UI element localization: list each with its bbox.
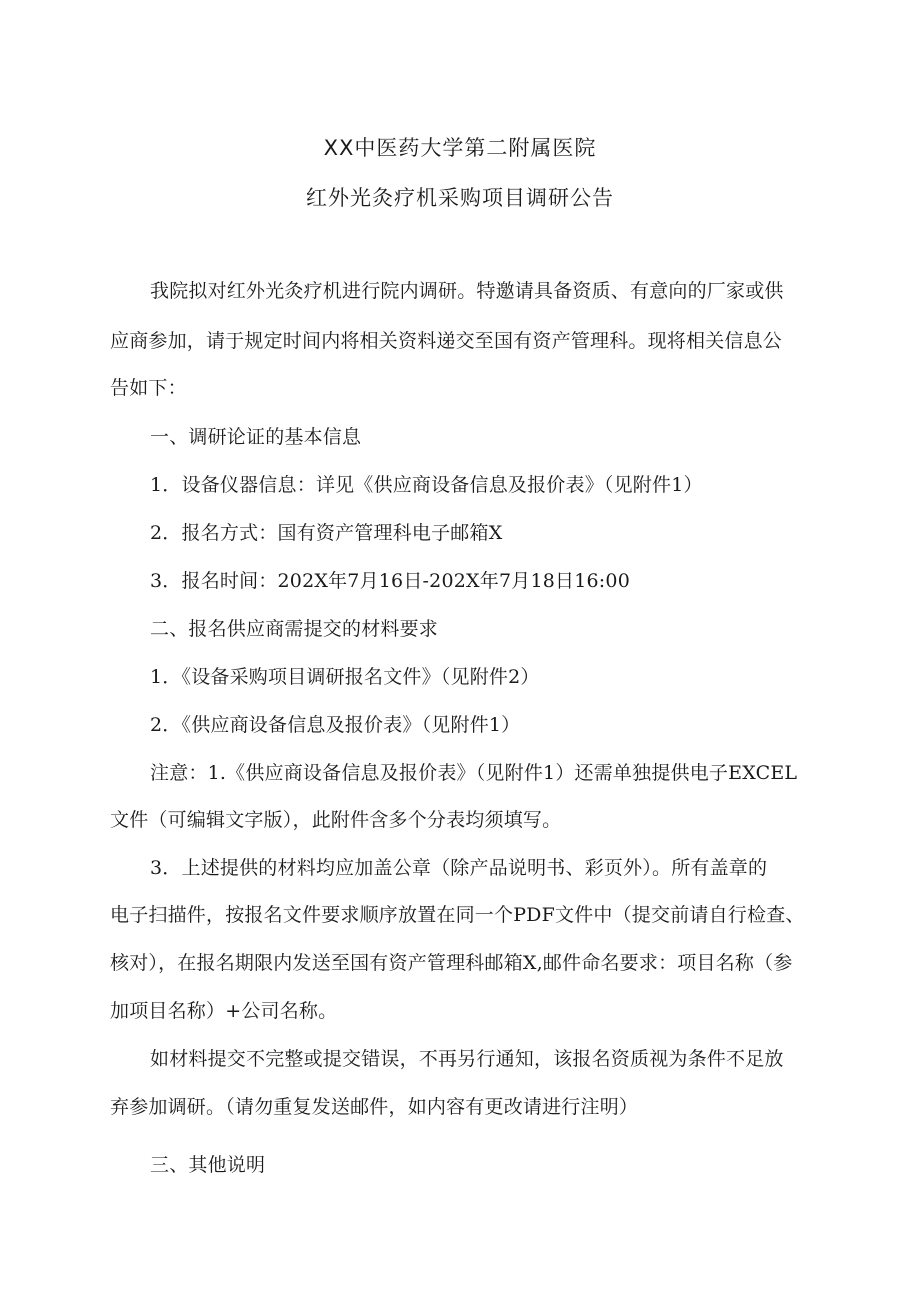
section-1-item-3: 3．报名时间：202X年7月16日-202X年7月18日16:00 [150,570,630,592]
section-2-item-3-line-1: 3．上述提供的材料均应加盖公章（除产品说明书、彩页外）。所有盖章的 [150,857,768,879]
section-3-heading: 三、其他说明 [150,1154,266,1176]
intro-paragraph-line-2: 应商参加，请于规定时间内将相关资料递交至国有资产管理科。现将相关信息公 [110,330,783,352]
section-2-note-line-1: 注意：1.《供应商设备信息及报价表》（见附件1）还需单独提供电子EXCEL [150,762,798,784]
document-title-line-2: 红外光灸疗机采购项目调研公告 [306,186,614,210]
document-title-line-1: XX中医药大学第二附属医院 [323,136,597,160]
section-2-warning-line-2: 弃参加调研。（请勿重复发送邮件，如内容有更改请进行注明） [110,1096,639,1118]
intro-paragraph-line-3: 告如下： [110,377,187,399]
section-1-heading: 一、调研论证的基本信息 [150,426,362,448]
section-2-heading: 二、报名供应商需提交的材料要求 [150,618,439,640]
section-1-item-1: 1．设备仪器信息：详见《供应商设备信息及报价表》（见附件1） [150,474,703,496]
section-2-item-3-line-4: 加项目名称）+公司名称。 [110,1000,338,1022]
section-2-item-3-line-2: 电子扫描件，按报名文件要求顺序放置在同一个PDF文件中（提交前请自行检查、 [110,904,805,926]
section-2-warning-line-1: 如材料提交不完整或提交错误，不再另行通知，该报名资质视为条件不足放 [150,1048,784,1070]
section-2-item-2: 2．《供应商设备信息及报价表》（见附件1） [150,714,521,736]
section-2-item-3-line-3: 核对），在报名期限内发送至国有资产管理科邮箱X,邮件命名要求：项目名称（参 [110,952,793,974]
section-2-note-line-2: 文件（可编辑文字版），此附件含多个分表均须填写。 [110,809,562,831]
section-1-item-2: 2．报名方式：国有资产管理科电子邮箱X [150,522,503,544]
intro-paragraph-line-1: 我院拟对红外光灸疗机进行院内调研。特邀请具备资质、有意向的厂家或供 [150,280,784,302]
section-2-item-1: 1．《设备采购项目调研报名文件》（见附件2） [150,666,540,688]
